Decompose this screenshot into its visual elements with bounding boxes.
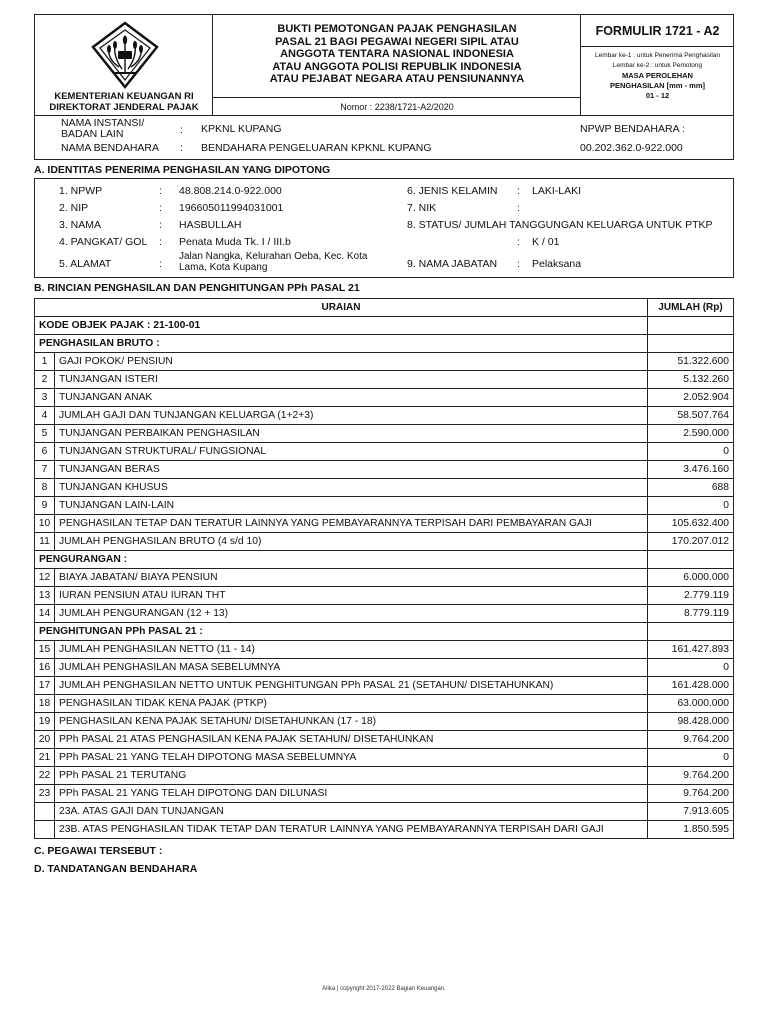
pph21-calc-title-row-empty: [648, 623, 734, 641]
row-number: 6: [35, 443, 55, 461]
gross-income-title-row: [35, 335, 734, 353]
row-number: 14: [35, 605, 55, 623]
row-number: 19: [35, 713, 55, 731]
section-a-title: A. IDENTITAS PENERIMA PENGHASILAN YANG DIPOTONG: [34, 164, 331, 176]
gross-income-title-row-label: PENGHASILAN BRUTO :: [35, 335, 648, 353]
row-label: TUNJANGAN PERBAIKAN PENGHASILAN: [55, 425, 648, 443]
column-header-jumlah: JUMLAH (Rp): [648, 299, 734, 317]
table-row: [35, 425, 734, 443]
row-value: 58.507.764: [648, 407, 734, 425]
row-label: TUNJANGAN KHUSUS: [55, 479, 648, 497]
income-detail-table: [34, 298, 734, 839]
row-number: [35, 821, 55, 839]
section-c-title: C. PEGAWAI TERSEBUT :: [34, 845, 163, 857]
table-row: [35, 371, 734, 389]
row-value: 2.590.000: [648, 425, 734, 443]
row-value: 5.132.260: [648, 371, 734, 389]
pph21-calc-title-row: [35, 623, 734, 641]
row-label: GAJI POKOK/ PENSIUN: [55, 353, 648, 371]
row-number: 13: [35, 587, 55, 605]
row-label: PENGHASILAN KENA PAJAK SETAHUN/ DISETAHUNKAN (17 - 18): [55, 713, 648, 731]
pph21-calc-title-row-label: PENGHITUNGAN PPh PASAL 21 :: [35, 623, 648, 641]
row-number: 22: [35, 767, 55, 785]
row-label: IURAN PENSIUN ATAU IURAN THT: [55, 587, 648, 605]
row-value: 161.428.000: [648, 677, 734, 695]
gross-income-title-row-empty: [648, 335, 734, 353]
table-row: [35, 407, 734, 425]
row-label: TUNJANGAN BERAS: [55, 461, 648, 479]
form-header: [34, 14, 734, 116]
section-b-title: B. RINCIAN PENGHASILAN DAN PENGHITUNGAN PPh PASAL 21: [34, 282, 360, 294]
row-number: 8: [35, 479, 55, 497]
row-label: PPh PASAL 21 YANG TELAH DIPOTONG DAN DILUNASI: [55, 785, 648, 803]
rank-value: Penata Muda Tk. I / III.b: [179, 236, 291, 248]
table-row: [35, 695, 734, 713]
table-header-row: [35, 299, 734, 317]
agency-info: NAMA INSTANSI/ BADAN LAIN : KPKNL KUPANG NAMA BENDAHARA : BENDAHARA PENGELUARAN KPKNL KUPANG NPWP BENDAHARA : 00.202.362.0-922.000: [34, 116, 734, 160]
copy-note-2: Lembar ke-2 : untuk Pemotong: [612, 62, 703, 69]
row-label: PENGHASILAN TIDAK KENA PAJAK (PTKP): [55, 695, 648, 713]
row-number: 23: [35, 785, 55, 803]
gender-value: LAKI-LAKI: [532, 185, 582, 197]
deductions-title-row-label: PENGURANGAN :: [35, 551, 648, 569]
row-value: 0: [648, 497, 734, 515]
table-row: [35, 605, 734, 623]
row-label: PPh PASAL 21 TERUTANG: [55, 767, 648, 785]
row-number: 11: [35, 533, 55, 551]
table-row: [35, 497, 734, 515]
row-value: 9.764.200: [648, 767, 734, 785]
position-value: Pelaksana: [532, 258, 582, 270]
section-d-title: D. TANDATANGAN BENDAHARA: [34, 863, 198, 875]
row-label: TUNJANGAN STRUKTURAL/ FUNGSIONAL: [55, 443, 648, 461]
row-value: 9.764.200: [648, 785, 734, 803]
row-value: 2.052.904: [648, 389, 734, 407]
agency-value: KPKNL KUPANG: [201, 123, 282, 135]
row-number: 15: [35, 641, 55, 659]
row-value: 1.850.595: [648, 821, 734, 839]
table-row: [35, 677, 734, 695]
row-number: 18: [35, 695, 55, 713]
deductions-title-row-empty: [648, 551, 734, 569]
row-number: 12: [35, 569, 55, 587]
row-value: 105.632.400: [648, 515, 734, 533]
row-label: PPh PASAL 21 ATAS PENGHASILAN KENA PAJAK SETAHUN/ DISETAHUNKAN: [55, 731, 648, 749]
treasurer-npwp-label: NPWP BENDAHARA :: [580, 123, 685, 135]
row-value: 0: [648, 659, 734, 677]
row-value: 3.476.160: [648, 461, 734, 479]
row-value: 0: [648, 443, 734, 461]
issuer-block: [35, 15, 213, 115]
tax-object-code-row: [35, 317, 734, 335]
column-header-uraian: URAIAN: [35, 299, 648, 317]
row-number: 2: [35, 371, 55, 389]
form-code-block: [581, 15, 734, 115]
treasurer-label: NAMA BENDAHARA: [61, 142, 160, 154]
copyright-footer: Alika | copyright 2017-2022 Bagian Keuangan.: [322, 986, 446, 992]
row-number: [35, 803, 55, 821]
row-value: 2.779.119: [648, 587, 734, 605]
table-row: [35, 713, 734, 731]
table-row: [35, 533, 734, 551]
row-number: 1: [35, 353, 55, 371]
table-row: [35, 353, 734, 371]
table-row: [35, 389, 734, 407]
table-row: [35, 749, 734, 767]
deductions-title-row: [35, 551, 734, 569]
row-label: JUMLAH PENGHASILAN BRUTO (4 s/d 10): [55, 533, 648, 551]
table-row: [35, 515, 734, 533]
table-row: [35, 821, 734, 839]
row-number: 21: [35, 749, 55, 767]
row-value: 51.322.600: [648, 353, 734, 371]
issuer-name: KEMENTERIAN KEUANGAN RI DIREKTORAT JENDERAL PAJAK: [49, 91, 199, 113]
row-label: JUMLAH PENGHASILAN NETTO (11 - 14): [55, 641, 648, 659]
table-row: [35, 461, 734, 479]
table-row: [35, 785, 734, 803]
row-label: 23A. ATAS GAJI DAN TUNJANGAN: [55, 803, 648, 821]
row-value: 63.000.000: [648, 695, 734, 713]
form-code: FORMULIR 1721 - A2: [581, 15, 734, 47]
row-label: JUMLAH PENGURANGAN (12 + 13): [55, 605, 648, 623]
status-value: K / 01: [532, 236, 560, 248]
row-value: 0: [648, 749, 734, 767]
row-label: TUNJANGAN ANAK: [55, 389, 648, 407]
row-label: TUNJANGAN LAIN-LAIN: [55, 497, 648, 515]
row-number: 9: [35, 497, 55, 515]
table-row: [35, 443, 734, 461]
table-row: [35, 641, 734, 659]
table-row: [35, 569, 734, 587]
row-label: PPh PASAL 21 YANG TELAH DIPOTONG MASA SEBELUMNYA: [55, 749, 648, 767]
table-row: [35, 479, 734, 497]
agency-label: NAMA INSTANSI/ BADAN LAIN: [61, 117, 145, 140]
form-title-block: [213, 15, 581, 115]
row-value: 98.428.000: [648, 713, 734, 731]
row-label: TUNJANGAN ISTERI: [55, 371, 648, 389]
address-value: Jalan Nangka, Kelurahan Oeba, Kec. Kota Lama, Kota Kupang: [179, 251, 368, 273]
row-number: 20: [35, 731, 55, 749]
table-row: [35, 803, 734, 821]
recipient-identity: 1. NPWP : 48.808.214.0-922.000 2. NIP : 196605011994031001 3. NAMA : HASBULLAH 4. PANGKAT/ GOL : Penata Muda Tk. I / III.b 5. ALAMAT : Jalan Nangka, Kelurahan Oeba, Kec. Kota Lama, Kota Kupang 6. JENIS KELAMIN : LAKI-LAKI 7. NIK : 8. STATUS/ JUMLAH TANGGUNGAN KELUARGA UNTUK PTKP : K / 01 9. NAMA JABATAN : Pelaksana: [34, 178, 734, 278]
table-row: [35, 587, 734, 605]
row-value: 170.207.012: [648, 533, 734, 551]
row-number: 5: [35, 425, 55, 443]
row-number: 10: [35, 515, 55, 533]
copy-note-1: Lembar ke-1 : untuk Penerima Penghasilan: [594, 52, 721, 59]
row-value: 8.779.119: [648, 605, 734, 623]
row-value: 9.764.200: [648, 731, 734, 749]
row-number: 3: [35, 389, 55, 407]
row-number: 4: [35, 407, 55, 425]
table-row: [35, 659, 734, 677]
row-label: BIAYA JABATAN/ BIAYA PENSIUN: [55, 569, 648, 587]
row-label: JUMLAH PENGHASILAN NETTO UNTUK PENGHITUNGAN PPh PASAL 21 (SETAHUN/ DISETAHUNKAN): [55, 677, 648, 695]
row-value: 688: [648, 479, 734, 497]
row-label: 23B. ATAS PENGHASILAN TIDAK TETAP DAN TERATUR LAINNYA YANG PEMBAYARANNYA TERPISAH DARI GAJI: [55, 821, 648, 839]
row-label: JUMLAH GAJI DAN TUNJANGAN KELUARGA (1+2+3): [55, 407, 648, 425]
row-value: 7.913.605: [648, 803, 734, 821]
treasurer-value: BENDAHARA PENGELUARAN KPKNL KUPANG: [201, 142, 432, 154]
treasurer-npwp-value: 00.202.362.0-922.000: [580, 142, 683, 154]
document-number: Nomor : 2238/1721-A2/2020: [213, 97, 581, 115]
row-number: 7: [35, 461, 55, 479]
table-row: [35, 731, 734, 749]
row-value: 161.427.893: [648, 641, 734, 659]
npwp-value: 48.808.214.0-922.000: [179, 185, 282, 197]
row-label: JUMLAH PENGHASILAN MASA SEBELUMNYA: [55, 659, 648, 677]
kemenkeu-emblem-icon: [89, 21, 161, 89]
income-period: MASA PEROLEHAN PENGHASILAN [mm - mm] 01 - 12: [609, 71, 705, 100]
row-value: 6.000.000: [648, 569, 734, 587]
row-number: 16: [35, 659, 55, 677]
name-value: HASBULLAH: [179, 219, 242, 231]
row-number: 17: [35, 677, 55, 695]
tax-object-code-row-label: KODE OBJEK PAJAK : 21-100-01: [35, 317, 648, 335]
tax-object-code-row-empty: [648, 317, 734, 335]
nip-value: 196605011994031001: [179, 202, 284, 214]
table-row: [35, 767, 734, 785]
form-title: BUKTI PEMOTONGAN PAJAK PENGHASILAN PASAL 21 BAGI PEGAWAI NEGERI SIPIL ATAU ANGGOTA TENTARA NASIONAL INDONESIA ATAU ANGGOTA POLISI REPUBLIK INDONESIA ATAU PEJABAT NEGARA ATAU PENSIUNANNYA: [269, 23, 525, 86]
row-label: PENGHASILAN TETAP DAN TERATUR LAINNYA YANG PEMBAYARANNYA TERPISAH DARI PEMBAYARAN GAJI: [55, 515, 648, 533]
